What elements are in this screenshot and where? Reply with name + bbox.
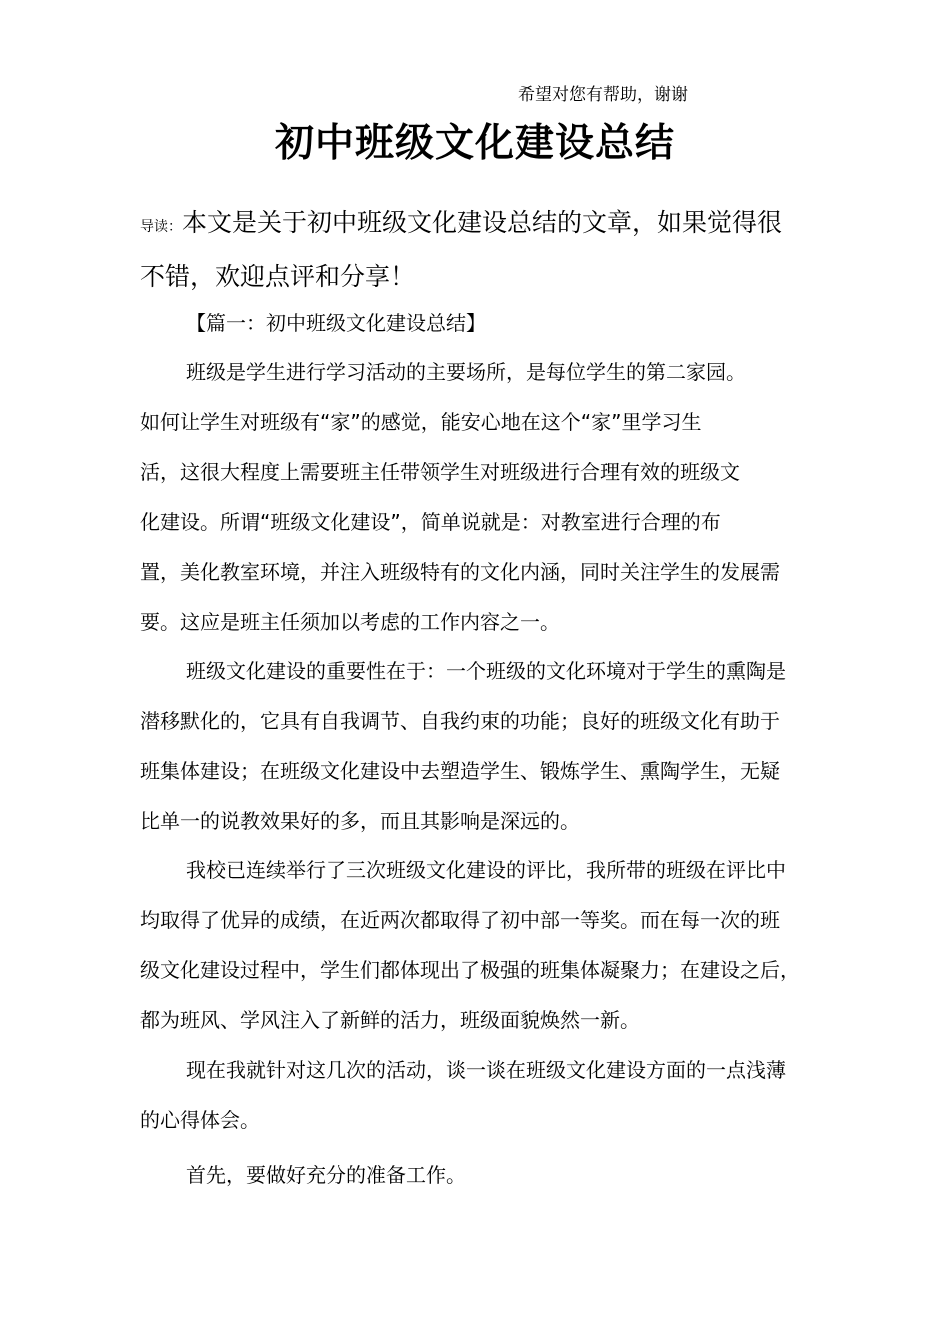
intro-line-2: 不错，欢迎点评和分享！ xyxy=(140,262,416,291)
paragraph-line: 班集体建设；在班级文化建设中去塑造学生、锻炼学生、熏陶学生，无疑 xyxy=(140,759,780,783)
paragraph-4 xyxy=(140,1045,840,1145)
paragraph-line: 化建设。所谓“班级文化建设”，简单说就是：对教室进行合理的布 xyxy=(140,510,721,534)
paragraph-line: 都为班风、学风注入了新鲜的活力，班级面貌焕然一新。 xyxy=(140,1008,640,1032)
paragraph-line: 级文化建设过程中，学生们都体现出了极强的班集体凝聚力；在建设之后， xyxy=(140,958,800,982)
paragraph-line: 班级文化建设的重要性在于：一个班级的文化环境对于学生的熏陶是 xyxy=(186,659,786,683)
paragraph-3 xyxy=(140,845,840,1045)
intro-label: 导读： xyxy=(140,219,182,235)
section-heading: 【篇一：初中班级文化建设总结】 xyxy=(186,311,486,335)
paragraph-line: 均取得了优异的成绩，在近两次都取得了初中部一等奖。而在每一次的班 xyxy=(140,908,780,932)
paragraph-1 xyxy=(140,347,840,647)
intro-block xyxy=(140,198,840,301)
paragraph-line: 活，这很大程度上需要班主任带领学生对班级进行合理有效的班级文 xyxy=(140,460,740,484)
paragraph-line: 首先，要做好充分的准备工作。 xyxy=(186,1163,466,1187)
paragraph-line: 比单一的说教效果好的多，而且其影响是深远的。 xyxy=(140,809,580,833)
paragraph-line: 置，美化教室环境，并注入班级特有的文化内涵，同时关注学生的发展需 xyxy=(140,560,780,584)
header-note: 希望对您有帮助，谢谢 xyxy=(518,85,688,105)
paragraph-2 xyxy=(140,646,840,846)
intro-line-1 xyxy=(140,198,840,252)
paragraph-line: 要。这应是班主任须加以考虑的工作内容之一。 xyxy=(140,610,560,634)
paragraph-5 xyxy=(140,1150,840,1200)
paragraph-line: 潜移默化的，它具有自我调节、自我约束的功能；良好的班级文化有助于 xyxy=(140,709,780,733)
paragraph-line: 的心得体会。 xyxy=(140,1108,260,1132)
paragraph-line: 现在我就针对这几次的活动，谈一谈在班级文化建设方面的一点浅薄 xyxy=(186,1058,786,1082)
paragraph-line: 班级是学生进行学习活动的主要场所，是每位学生的第二家园。 xyxy=(186,360,746,384)
intro-text-1: 本文是关于初中班级文化建设总结的文章，如果觉得很 xyxy=(182,208,783,237)
document-title: 初中班级文化建设总结 xyxy=(274,121,675,166)
paragraph-line: 如何让学生对班级有“家”的感觉，能安心地在这个“家”里学习生 xyxy=(140,410,702,434)
paragraph-line: 我校已连续举行了三次班级文化建设的评比，我所带的班级在评比中 xyxy=(186,858,786,882)
